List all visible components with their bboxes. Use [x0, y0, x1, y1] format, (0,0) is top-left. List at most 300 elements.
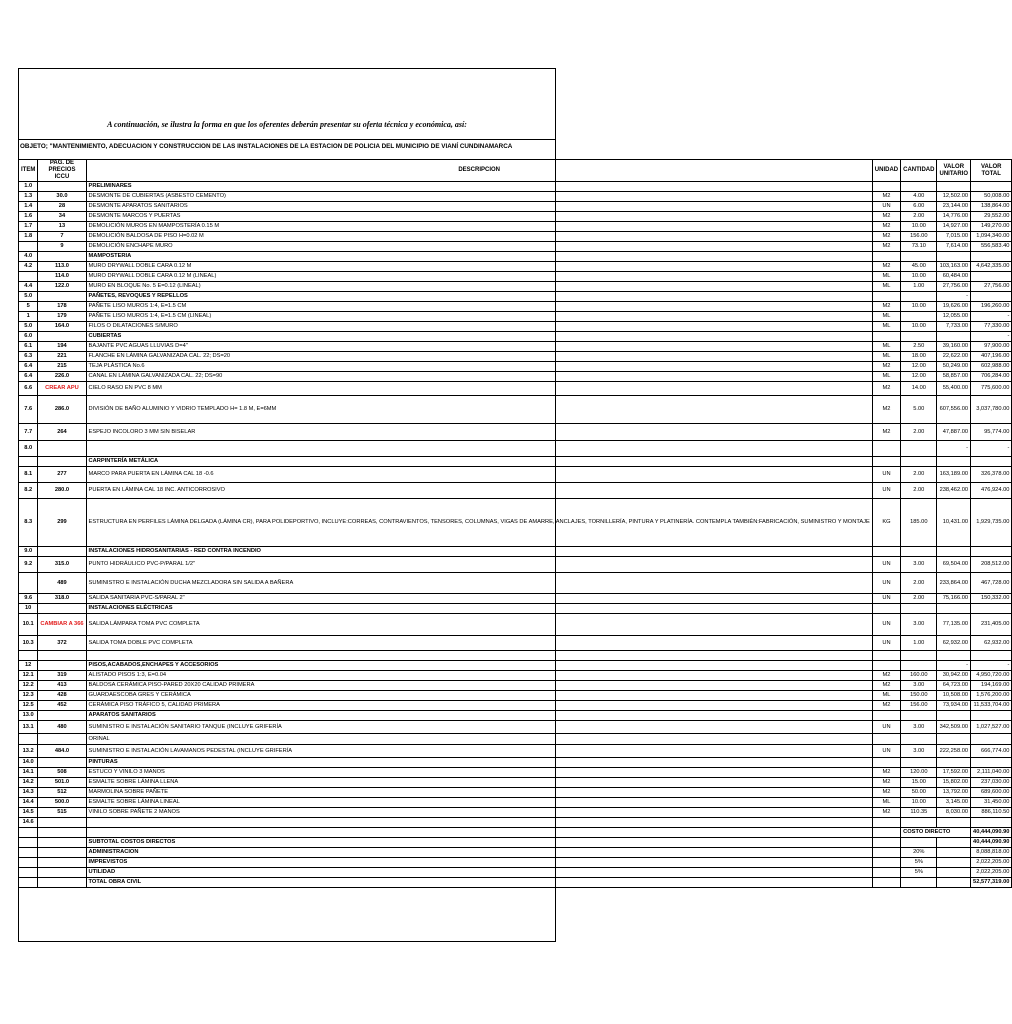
table-row — [19, 362, 1012, 372]
unit-cell — [872, 441, 900, 457]
unit-value-cell: 75,166.00 — [937, 594, 971, 604]
pag-cell: 452 — [38, 701, 86, 711]
unit-value-cell: - — [937, 661, 971, 671]
unit-value-cell: 238,462.00 — [937, 483, 971, 499]
unit-cell: UN — [872, 202, 900, 212]
section-row — [19, 604, 1012, 614]
quantity-cell: 12.00 — [901, 372, 937, 382]
admin-pct: 20% — [901, 848, 937, 858]
table-row — [19, 614, 1012, 636]
unit-value-cell — [937, 182, 971, 192]
table-row — [19, 441, 1012, 457]
table-row — [19, 651, 1012, 661]
description-cell: MURO EN BLOQUE No. 5 E=0.12 (LINEAL) — [86, 282, 872, 292]
table-row — [19, 594, 1012, 604]
unit-cell: ML — [872, 322, 900, 332]
pag-cell: 277 — [38, 467, 86, 483]
pag-cell — [38, 441, 86, 457]
pag-cell: 286.0 — [38, 396, 86, 424]
item-cell — [19, 242, 38, 252]
admin-value: 8,088,818.00 — [971, 848, 1012, 858]
total-value-cell — [971, 182, 1012, 192]
description-cell: DESMONTE MARCOS Y PUERTAS — [86, 212, 872, 222]
item-cell: 14.2 — [19, 778, 38, 788]
table-row — [19, 467, 1012, 483]
total-value-cell: 150,332.00 — [971, 594, 1012, 604]
total-value-cell: 4,950,720.00 — [971, 671, 1012, 681]
item-cell — [19, 457, 38, 467]
quantity-cell: 4.00 — [901, 192, 937, 202]
quantity-cell — [901, 547, 937, 557]
pag-cell: 428 — [38, 691, 86, 701]
item-cell — [19, 734, 38, 745]
total-value-cell: 31,450.00 — [971, 798, 1012, 808]
unit-cell: ML — [872, 312, 900, 322]
item-cell: 9.6 — [19, 594, 38, 604]
item-cell: 10.1 — [19, 614, 38, 636]
unit-cell: UN — [872, 745, 900, 758]
pag-cell: 226.0 — [38, 372, 86, 382]
quantity-cell — [901, 818, 937, 828]
costo-directo-value: 40,444,090.90 — [971, 828, 1012, 838]
table-row — [19, 788, 1012, 798]
quantity-cell: 120.00 — [901, 768, 937, 778]
unit-value-cell: 163,189.00 — [937, 467, 971, 483]
quantity-cell: 50.00 — [901, 788, 937, 798]
item-cell: 14.5 — [19, 808, 38, 818]
unit-value-cell: 62,932.00 — [937, 636, 971, 651]
unit-cell — [872, 604, 900, 614]
description-cell: APARATOS SANITARIOS — [86, 711, 872, 721]
unit-value-cell: 39,160.00 — [937, 342, 971, 352]
table-row — [19, 808, 1012, 818]
total-value-cell: 689,600.00 — [971, 788, 1012, 798]
unit-value-cell: 73,934.00 — [937, 701, 971, 711]
table-row — [19, 212, 1012, 222]
unit-cell — [872, 734, 900, 745]
total-value-cell: 602,988.00 — [971, 362, 1012, 372]
pag-cell: 122.0 — [38, 282, 86, 292]
description-cell: DEMOLICIÓN MUROS EN MAMPOSTERÍA 0.15 M — [86, 222, 872, 232]
quantity-cell: 160.00 — [901, 671, 937, 681]
summary-row — [19, 868, 1012, 878]
table-row — [19, 681, 1012, 691]
quantity-cell: 14.00 — [901, 382, 937, 396]
description-cell: DEMOLICIÓN BALDOSA DE PISO H=0.02 M — [86, 232, 872, 242]
table-row — [19, 798, 1012, 808]
item-cell: 6.4 — [19, 362, 38, 372]
table-row — [19, 342, 1012, 352]
pag-cell — [38, 818, 86, 828]
total-value-cell: 149,270.00 — [971, 222, 1012, 232]
unit-value-cell: 342,509.00 — [937, 721, 971, 734]
table-row — [19, 192, 1012, 202]
table-row — [19, 272, 1012, 282]
total-value-cell — [971, 651, 1012, 661]
item-cell: 14.4 — [19, 798, 38, 808]
section-row — [19, 457, 1012, 467]
unit-value-cell: 50,249.00 — [937, 362, 971, 372]
quantity-cell: 150.00 — [901, 691, 937, 701]
description-cell: FLANCHE EN LÁMINA GALVANIZADA CAL. 22; DS=20 — [86, 352, 872, 362]
unit-cell: M2 — [872, 232, 900, 242]
section-row — [19, 711, 1012, 721]
total-value-cell: 50,008.00 — [971, 192, 1012, 202]
total-value-cell: 62,932.00 — [971, 636, 1012, 651]
unit-cell — [872, 457, 900, 467]
total-value-cell: 407,196.00 — [971, 352, 1012, 362]
quantity-cell: 156.00 — [901, 701, 937, 711]
table-row — [19, 691, 1012, 701]
item-cell: 7.7 — [19, 424, 38, 441]
total-value-cell: 476,924.00 — [971, 483, 1012, 499]
table-row — [19, 232, 1012, 242]
costo-directo-label: COSTO DIRECTO — [901, 828, 971, 838]
description-cell: PUERTA EN LÁMINA CAL 18 INC. ANTICORROSIVO — [86, 483, 872, 499]
table-header-row — [19, 160, 1012, 182]
quantity-cell — [901, 252, 937, 262]
total-value-cell: 138,864.00 — [971, 202, 1012, 212]
unit-cell: M2 — [872, 424, 900, 441]
quantity-cell — [901, 292, 937, 302]
item-cell: 5.0 — [19, 322, 38, 332]
budget-sheet — [18, 68, 1010, 942]
section-row — [19, 332, 1012, 342]
unit-cell: UN — [872, 721, 900, 734]
quantity-cell — [901, 457, 937, 467]
unit-cell: M2 — [872, 302, 900, 312]
unit-cell: M2 — [872, 671, 900, 681]
item-cell: 4.4 — [19, 282, 38, 292]
unit-cell: M2 — [872, 192, 900, 202]
summary-row — [19, 838, 1012, 848]
pag-cell: 489 — [38, 573, 86, 594]
description-cell: FILOS O DILATACIONES S/MURO — [86, 322, 872, 332]
total-value-cell — [971, 734, 1012, 745]
unit-cell: M2 — [872, 242, 900, 252]
description-cell — [86, 441, 872, 457]
unit-value-cell: 222,258.00 — [937, 745, 971, 758]
unit-cell — [872, 252, 900, 262]
quantity-cell: 1.00 — [901, 636, 937, 651]
quantity-cell — [901, 332, 937, 342]
table-row — [19, 768, 1012, 778]
summary-row — [19, 878, 1012, 888]
total-value-cell: - — [971, 661, 1012, 671]
unit-value-cell: 22,622.00 — [937, 352, 971, 362]
description-cell: PAÑETE LISO MUROS 1:4, E=1.5 CM — [86, 302, 872, 312]
description-cell: ESMALTE SOBRE LÁMINA LINEAL — [86, 798, 872, 808]
admin-label: ADMINISTRACION — [86, 848, 872, 858]
unit-cell: ML — [872, 352, 900, 362]
header-cantidad: CANTIDAD — [901, 160, 937, 182]
pag-cell: 30.0 — [38, 192, 86, 202]
total-value-cell — [971, 252, 1012, 262]
item-cell: 4.2 — [19, 262, 38, 272]
unit-value-cell — [937, 758, 971, 768]
quantity-cell: 185.00 — [901, 499, 937, 547]
summary-body — [19, 828, 1012, 888]
table-row — [19, 382, 1012, 396]
item-cell: 13.0 — [19, 711, 38, 721]
unit-value-cell: 60,484.00 — [937, 272, 971, 282]
total-value-cell — [971, 711, 1012, 721]
pag-cell: 319 — [38, 671, 86, 681]
pag-cell: 113.0 — [38, 262, 86, 272]
unit-value-cell — [937, 818, 971, 828]
item-cell: 6.0 — [19, 332, 38, 342]
pag-cell — [38, 292, 86, 302]
unit-value-cell: - — [937, 441, 971, 457]
total-value-cell: 196,260.00 — [971, 302, 1012, 312]
description-cell: PAÑETE LISO MUROS 1:4, E=1.5 CM (LINEAL) — [86, 312, 872, 322]
item-cell: 9.2 — [19, 557, 38, 573]
quantity-cell: 5.00 — [901, 396, 937, 424]
unit-cell — [872, 661, 900, 671]
total-value-cell — [971, 604, 1012, 614]
total-value-cell: 97,900.00 — [971, 342, 1012, 352]
quantity-cell: 18.00 — [901, 352, 937, 362]
item-cell: 8.0 — [19, 441, 38, 457]
item-cell: 12 — [19, 661, 38, 671]
pag-cell: 512 — [38, 788, 86, 798]
item-cell: 1.8 — [19, 232, 38, 242]
quantity-cell — [901, 651, 937, 661]
unit-cell: ML — [872, 342, 900, 352]
unit-value-cell: - — [937, 292, 971, 302]
table-row — [19, 636, 1012, 651]
unit-cell — [872, 292, 900, 302]
quantity-cell: 2.00 — [901, 467, 937, 483]
unit-value-cell — [937, 457, 971, 467]
total-value-cell: 237,030.00 — [971, 778, 1012, 788]
quantity-cell — [901, 758, 937, 768]
total-label: TOTAL OBRA CIVIL — [86, 878, 872, 888]
pag-cell — [38, 661, 86, 671]
header-desc: DESCRIPCION — [86, 160, 872, 182]
total-value-cell: 467,728.00 — [971, 573, 1012, 594]
quantity-cell: 3.00 — [901, 681, 937, 691]
unit-cell: M2 — [872, 701, 900, 711]
quantity-cell: 10.00 — [901, 322, 937, 332]
subtotal-label: SUBTOTAL COSTOS DIRECTOS — [86, 838, 872, 848]
description-cell: PRELIMINARES — [86, 182, 872, 192]
quantity-cell: 3.00 — [901, 557, 937, 573]
imprevistos-label: IMPREVISTOS — [86, 858, 872, 868]
objeto-text: OBJETO; "MANTENIMIENTO, ADECUACION Y CONSTRUCCION DE LAS INSTALACIONES DE LA ESTACION DE POLICIA DEL MUNICIPIO DE VIANÍ CUNDINAMARCA — [20, 143, 513, 150]
unit-cell — [872, 332, 900, 342]
description-cell: PAÑETES, REVOQUES Y REPELLOS — [86, 292, 872, 302]
unit-value-cell: 14,927.00 — [937, 222, 971, 232]
total-value-cell: 666,774.00 — [971, 745, 1012, 758]
table-row — [19, 396, 1012, 424]
quantity-cell: 156.00 — [901, 232, 937, 242]
item-cell: 10 — [19, 604, 38, 614]
unit-value-cell: 7,733.00 — [937, 322, 971, 332]
item-cell: 1 — [19, 312, 38, 322]
unit-value-cell: 10,431.00 — [937, 499, 971, 547]
unit-cell: UN — [872, 636, 900, 651]
unit-cell: M2 — [872, 362, 900, 372]
table-body — [19, 182, 1012, 828]
description-cell: PINTURAS — [86, 758, 872, 768]
pag-cell: 299 — [38, 499, 86, 547]
total-value-cell — [971, 547, 1012, 557]
pag-cell: 501.0 — [38, 778, 86, 788]
table-row — [19, 322, 1012, 332]
total-value-cell: 208,512.00 — [971, 557, 1012, 573]
pag-cell: 164.0 — [38, 322, 86, 332]
description-cell: DESMONTE DE CUBIERTAS (ASBESTO CEMENTO) — [86, 192, 872, 202]
total-value-cell — [971, 818, 1012, 828]
quantity-cell: 12.00 — [901, 362, 937, 372]
item-cell: 8.2 — [19, 483, 38, 499]
item-cell: 13.2 — [19, 745, 38, 758]
section-row — [19, 547, 1012, 557]
total-value-cell: - — [971, 441, 1012, 457]
pag-cell: 178 — [38, 302, 86, 312]
quantity-cell — [901, 441, 937, 457]
unit-cell: UN — [872, 483, 900, 499]
unit-value-cell: 12,055.00 — [937, 312, 971, 322]
description-cell: BALDOSA CERÁMICA PISO-PARED 20X20 CALIDAD PRIMERA — [86, 681, 872, 691]
quantity-cell — [901, 604, 937, 614]
total-value-cell: 3,037,780.00 — [971, 396, 1012, 424]
description-cell — [86, 651, 872, 661]
unit-value-cell: 12,502.00 — [937, 192, 971, 202]
description-cell: CARPINTERÍA METÁLICA — [86, 457, 872, 467]
quantity-cell: 110.35 — [901, 808, 937, 818]
pag-cell: 484.0 — [38, 745, 86, 758]
table-row — [19, 573, 1012, 594]
total-value-cell — [971, 292, 1012, 302]
table-row — [19, 424, 1012, 441]
total-value-cell: 27,756.00 — [971, 282, 1012, 292]
header-unidad: UNIDAD — [872, 160, 900, 182]
unit-value-cell: 7,614.00 — [937, 242, 971, 252]
unit-cell: M2 — [872, 222, 900, 232]
pag-cell — [38, 758, 86, 768]
utilidad-value: 2,022,205.00 — [971, 868, 1012, 878]
description-cell: BAJANTE PVC AGUAS LLUVIAS D=4" — [86, 342, 872, 352]
unit-value-cell: 13,792.00 — [937, 788, 971, 798]
pag-cell: 9 — [38, 242, 86, 252]
pag-cell: 413 — [38, 681, 86, 691]
summary-row — [19, 858, 1012, 868]
quantity-cell: 2.00 — [901, 594, 937, 604]
total-value-cell: - — [971, 332, 1012, 342]
total-value-cell: 231,405.00 — [971, 614, 1012, 636]
unit-value-cell — [937, 651, 971, 661]
table-row — [19, 302, 1012, 312]
unit-value-cell — [937, 734, 971, 745]
quantity-cell — [901, 661, 937, 671]
total-value-cell: 1,929,735.00 — [971, 499, 1012, 547]
table-row — [19, 734, 1012, 745]
total-value-cell: 556,583.40 — [971, 242, 1012, 252]
description-cell: INSTALACIONES HIDROSANITARIAS - RED CONTRA INCENDIO — [86, 547, 872, 557]
unit-cell: M2 — [872, 768, 900, 778]
unit-cell: ML — [872, 282, 900, 292]
unit-cell: KG — [872, 499, 900, 547]
quantity-cell: 10.00 — [901, 272, 937, 282]
description-cell — [86, 818, 872, 828]
description-cell: INSTALACIONES ELÉCTRICAS — [86, 604, 872, 614]
description-cell: ALISTADO PISOS 1:3, E=0.04 — [86, 671, 872, 681]
section-row — [19, 182, 1012, 192]
description-cell: SALIDA LÁMPARA TOMA PVC COMPLETA — [86, 614, 872, 636]
unit-value-cell: 17,592.00 — [937, 768, 971, 778]
pag-cell: 194 — [38, 342, 86, 352]
total-value-cell: 886,110.50 — [971, 808, 1012, 818]
description-cell: MURO DRYWALL DOBLE CARA 0.12 M — [86, 262, 872, 272]
pag-cell — [38, 604, 86, 614]
table-row — [19, 499, 1012, 547]
item-cell: 8.3 — [19, 499, 38, 547]
pag-cell: 114.0 — [38, 272, 86, 282]
unit-cell: UN — [872, 557, 900, 573]
description-cell: ORINAL — [86, 734, 872, 745]
pag-cell — [38, 651, 86, 661]
unit-value-cell: 47,887.00 — [937, 424, 971, 441]
unit-cell: M2 — [872, 382, 900, 396]
item-cell: 1.6 — [19, 212, 38, 222]
table-row — [19, 745, 1012, 758]
unit-value-cell — [937, 604, 971, 614]
description-cell: CIELO RASO EN PVC 8 MM — [86, 382, 872, 396]
pag-cell: 28 — [38, 202, 86, 212]
unit-cell — [872, 818, 900, 828]
quantity-cell: 3.00 — [901, 745, 937, 758]
pag-cell — [38, 734, 86, 745]
pag-cell: 215 — [38, 362, 86, 372]
pag-cell: 13 — [38, 222, 86, 232]
item-cell: 14.1 — [19, 768, 38, 778]
description-cell: MARCO PARA PUERTA EN LÁMINA CAL 18 -0.6 — [86, 467, 872, 483]
pag-cell: CAMBIAR A 366 — [38, 614, 86, 636]
description-cell: SALIDA SANITARIA PVC-S/PARAL 2" — [86, 594, 872, 604]
quantity-cell: 45.00 — [901, 262, 937, 272]
pag-cell: 280.0 — [38, 483, 86, 499]
description-cell: MAMPOSTERIA — [86, 252, 872, 262]
total-value-cell: 194,169.00 — [971, 681, 1012, 691]
quantity-cell: 3.00 — [901, 721, 937, 734]
description-cell: GUARDAESCOBA GRES Y CERÁMICA — [86, 691, 872, 701]
item-cell: 8.1 — [19, 467, 38, 483]
item-cell: 6.3 — [19, 352, 38, 362]
total-value-cell: 1,027,527.00 — [971, 721, 1012, 734]
quantity-cell — [901, 312, 937, 322]
pag-cell — [38, 332, 86, 342]
unit-cell — [872, 711, 900, 721]
description-cell: MARMOLINA SOBRE PAÑETE — [86, 788, 872, 798]
description-cell: PISOS,ACABADOS,ENCHAPES Y ACCESORIOS — [86, 661, 872, 671]
item-cell: 6.4 — [19, 372, 38, 382]
intro-text: A continuación, se ilustra la forma en que los oferentes deberán presentar su oferta técnica y económica, así: — [107, 120, 467, 129]
table-row — [19, 352, 1012, 362]
unit-cell — [872, 758, 900, 768]
unit-value-cell: 55,400.00 — [937, 382, 971, 396]
pag-cell — [38, 711, 86, 721]
unit-cell: UN — [872, 594, 900, 604]
item-cell: 10.3 — [19, 636, 38, 651]
unit-value-cell: 27,756.00 — [937, 282, 971, 292]
table-row — [19, 312, 1012, 322]
quantity-cell: 2.00 — [901, 212, 937, 222]
quantity-cell: 2.00 — [901, 483, 937, 499]
total-value-cell: - — [971, 312, 1012, 322]
section-row — [19, 292, 1012, 302]
